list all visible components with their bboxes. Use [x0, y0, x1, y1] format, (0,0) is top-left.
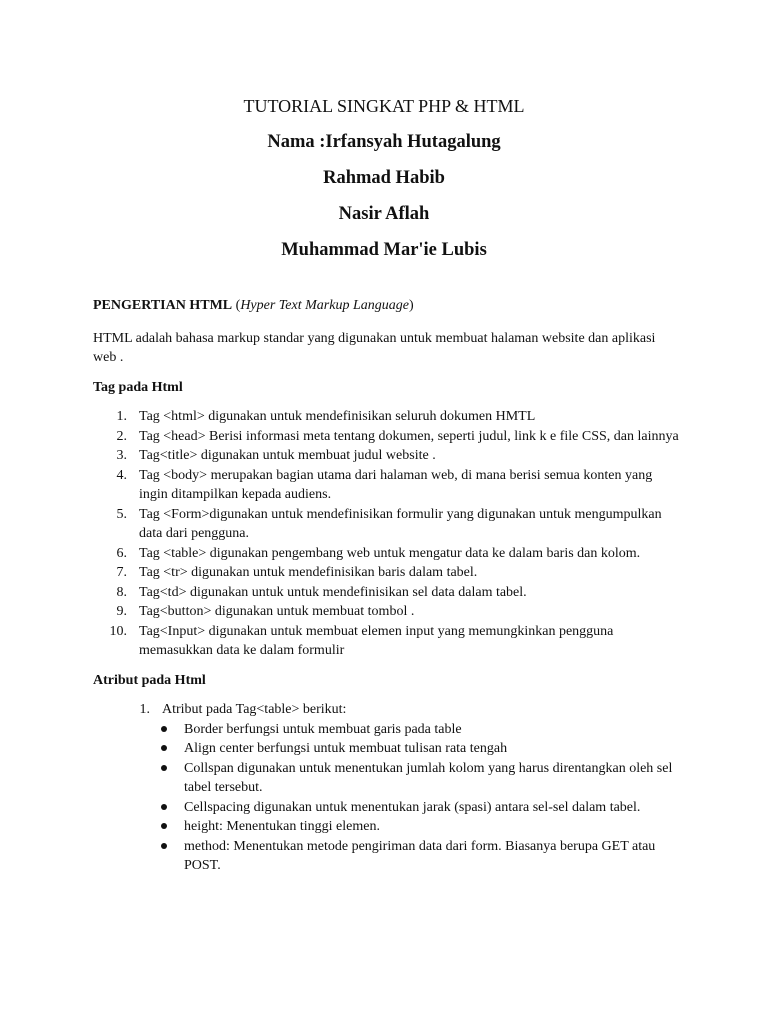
- list-item: [93, 602, 681, 622]
- bullet-icon: [161, 804, 167, 810]
- bullet-text: Border berfungsi untuk membuat garis pada table: [184, 721, 462, 737]
- list-item-text: Tag <body> merupakan bagian utama dari halaman web, di mana berisi semua konten yang ingin ditampilkan kepada audiens.: [139, 467, 653, 502]
- list-item-number: 1.: [139, 702, 150, 717]
- definition-heading-close: ): [408, 298, 414, 313]
- list-item-number: 3.: [116, 448, 127, 463]
- bullet-item: [93, 720, 681, 740]
- author-name: Nasir Aflah: [338, 204, 430, 224]
- list-item-number: 1.: [116, 409, 127, 424]
- bullet-text: Collspan digunakan untuk menentukan jumlah kolom yang harus direntangkan oleh sel tabel tersebut.: [184, 760, 673, 795]
- definition-paragraph: HTML adalah bahasa markup standar yang digunakan untuk membuat halaman website dan aplikasi web .: [93, 330, 656, 365]
- bullet-text: method: Menentukan metode pengiriman data dari form. Biasanya berupa GET atau POST.: [184, 838, 656, 873]
- author-name: Muhammad Mar'ie Lubis: [281, 240, 487, 260]
- list-item: [93, 622, 681, 661]
- list-item-number: 10.: [109, 623, 127, 639]
- list-item: [93, 563, 681, 583]
- attributes-bullet-list: [93, 720, 681, 876]
- list-item-text: Tag <html> digunakan untuk mendefinisikan seluruh dokumen HMTL: [139, 409, 536, 424]
- bullet-icon: [161, 726, 167, 732]
- list-item-number: 5.: [116, 506, 127, 522]
- list-item-number: 9.: [116, 604, 127, 619]
- list-item-text: Tag <table> digunakan pengembang web untuk mengatur data ke dalam baris dan kolom.: [139, 545, 641, 561]
- list-item-text: Tag <Form>digunakan untuk mendefinisikan formulir yang digunakan untuk mengumpulkan data dari pengguna.: [139, 506, 662, 541]
- list-item: [93, 583, 681, 603]
- bullet-text: height: Menentukan tinggi elemen.: [184, 819, 380, 834]
- document-header: [0, 88, 768, 268]
- list-item: [93, 544, 681, 564]
- bullet-item: [93, 837, 681, 876]
- attributes-list-item: [93, 700, 681, 720]
- list-item: [93, 505, 681, 544]
- definition-heading-italic: Hyper Text Markup Language: [240, 298, 409, 313]
- list-item-text: Tag<Input> digunakan untuk membuat elemen input yang memungkinkan pengguna memasukkan data ke dalam formulir: [139, 623, 614, 658]
- bullet-text: Cellspacing digunakan untuk menentukan jarak (spasi) antara sel-sel dalam tabel.: [184, 799, 641, 815]
- document-body: [93, 296, 681, 876]
- definition-heading: [93, 296, 681, 316]
- list-item-number: 6.: [116, 545, 127, 561]
- bullet-icon: [161, 823, 167, 829]
- bullet-item: [93, 798, 681, 818]
- definition-heading-bold: PENGERTIAN HTML: [93, 298, 233, 313]
- list-item-text: Tag <head> Berisi informasi meta tentang dokumen, seperti judul, link k e file CSS, dan lainnya: [139, 428, 679, 444]
- author-name: Nama :Irfansyah Hutagalung: [267, 132, 501, 152]
- bullet-icon: [161, 765, 167, 771]
- list-item: [93, 427, 681, 447]
- list-item-text: Tag<button> digunakan untuk membuat tombol .: [139, 604, 415, 619]
- bullet-item: [93, 739, 681, 759]
- list-item-number: 7.: [116, 565, 127, 580]
- list-item-text: Atribut pada Tag<table> berikut:: [162, 702, 347, 717]
- list-item-text: Tag<td> digunakan untuk untuk mendefinisikan sel data dalam tabel.: [139, 584, 527, 600]
- attributes-heading: Atribut pada Html: [93, 672, 206, 688]
- bullet-icon: [161, 843, 167, 849]
- list-item-number: 4.: [116, 467, 127, 483]
- list-item: [93, 446, 681, 466]
- bullet-item: [93, 817, 681, 837]
- bullet-text: Align center berfungsi untuk membuat tulisan rata tengah: [184, 741, 508, 756]
- list-item-number: 2.: [116, 428, 127, 444]
- author-name: Rahmad Habib: [323, 168, 445, 188]
- tags-heading: Tag pada Html: [93, 379, 183, 395]
- list-item: [93, 407, 681, 427]
- list-item: [93, 466, 681, 505]
- definition-heading-open: (: [232, 298, 241, 313]
- list-item-text: Tag<title> digunakan untuk membuat judul website .: [139, 448, 436, 463]
- bullet-icon: [161, 745, 167, 751]
- list-item-number: 8.: [116, 584, 127, 600]
- bullet-item: [93, 759, 681, 798]
- tags-list: [93, 407, 681, 661]
- list-item-text: Tag <tr> digunakan untuk mendefinisikan baris dalam tabel.: [139, 565, 478, 580]
- document-title: TUTORIAL SINGKAT PHP & HTML: [243, 96, 525, 116]
